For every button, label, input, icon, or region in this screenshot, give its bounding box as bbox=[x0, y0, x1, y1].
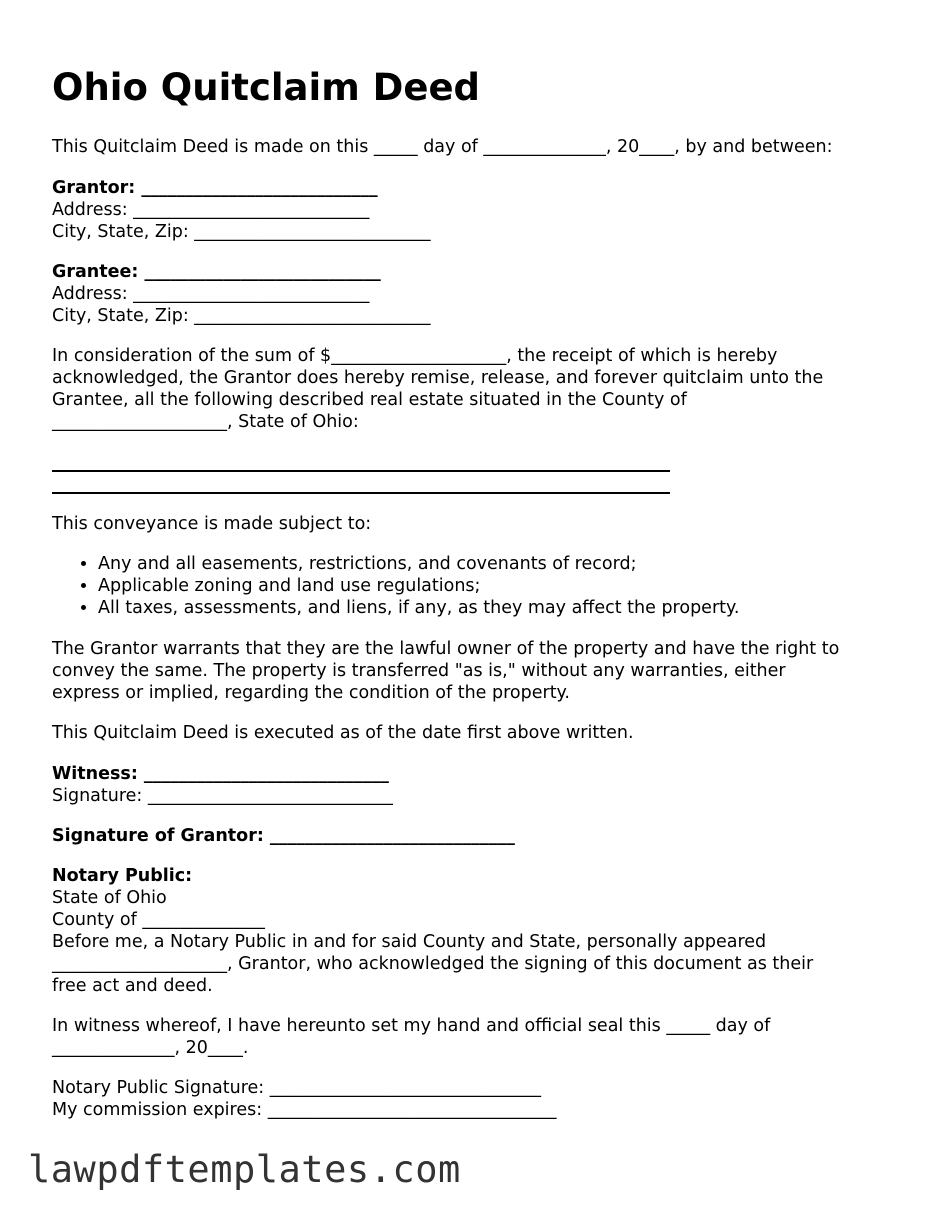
list-item: • Any and all easements, restrictions, and covenants of record; bbox=[98, 553, 739, 575]
notary-county: County of ______________ bbox=[52, 910, 265, 930]
subject-list bbox=[52, 553, 739, 619]
grantor-address: Address: ___________________________ bbox=[52, 200, 370, 220]
grantee-label: Grantee: ___________________________ bbox=[52, 262, 381, 282]
witness-whereof-line-2: ______________, 20____. bbox=[52, 1038, 249, 1058]
grantor-signature: Signature of Grantor: ____________________________ bbox=[52, 826, 515, 846]
grantor-city-state-zip: City, State, Zip: ___________________________ bbox=[52, 222, 431, 242]
legal-description-rule-1 bbox=[52, 470, 670, 472]
notary-line-2: ____________________, Grantor, who acknowledged the signing of this document as their bbox=[52, 954, 814, 974]
consideration-line-1: In consideration of the sum of $____________________, the receipt of which is hereby bbox=[52, 346, 778, 366]
commission-expires: My commission expires: _________________________________ bbox=[52, 1100, 557, 1120]
list-item: • Applicable zoning and land use regulations; bbox=[98, 575, 739, 597]
notary-line-3: free act and deed. bbox=[52, 976, 213, 996]
warranty-line-1: The Grantor warrants that they are the lawful owner of the property and have the right to bbox=[52, 639, 840, 659]
executed-line: This Quitclaim Deed is executed as of the date first above written. bbox=[52, 723, 634, 743]
consideration-line-2: acknowledged, the Grantor does hereby remise, release, and forever quitclaim unto the bbox=[52, 368, 824, 388]
warranty-line-2: convey the same. The property is transferred "as is," without any warranties, either bbox=[52, 661, 786, 681]
grantee-city-state-zip: City, State, Zip: ___________________________ bbox=[52, 306, 431, 326]
grantor-label: Grantor: ___________________________ bbox=[52, 178, 378, 198]
list-item: • All taxes, assessments, and liens, if any, as they may affect the property. bbox=[98, 597, 739, 619]
witness-whereof-line-1: In witness whereof, I have hereunto set my hand and official seal this _____ day of bbox=[52, 1016, 771, 1036]
consideration-line-4: ____________________, State of Ohio: bbox=[52, 412, 359, 432]
notary-label: Notary Public: bbox=[52, 866, 193, 886]
grantee-address: Address: ___________________________ bbox=[52, 284, 370, 304]
subject-intro: This conveyance is made subject to: bbox=[52, 514, 372, 534]
witness-signature: Signature: ____________________________ bbox=[52, 786, 393, 806]
notary-state: State of Ohio bbox=[52, 888, 167, 908]
witness-label: Witness: ____________________________ bbox=[52, 764, 389, 784]
consideration-line-3: Grantee, all the following described real estate situated in the County of bbox=[52, 390, 687, 410]
notary-line-1: Before me, a Notary Public in and for said County and State, personally appeared bbox=[52, 932, 767, 952]
watermark: lawpdftemplates.com bbox=[28, 1148, 461, 1191]
intro-line: This Quitclaim Deed is made on this _____ day of ______________, 20____, by and between: bbox=[52, 137, 833, 157]
notary-signature: Notary Public Signature: _______________________________ bbox=[52, 1078, 541, 1098]
legal-description-rule-2 bbox=[52, 492, 670, 494]
page-title: Ohio Quitclaim Deed bbox=[52, 66, 481, 109]
warranty-line-3: express or implied, regarding the condition of the property. bbox=[52, 683, 570, 703]
